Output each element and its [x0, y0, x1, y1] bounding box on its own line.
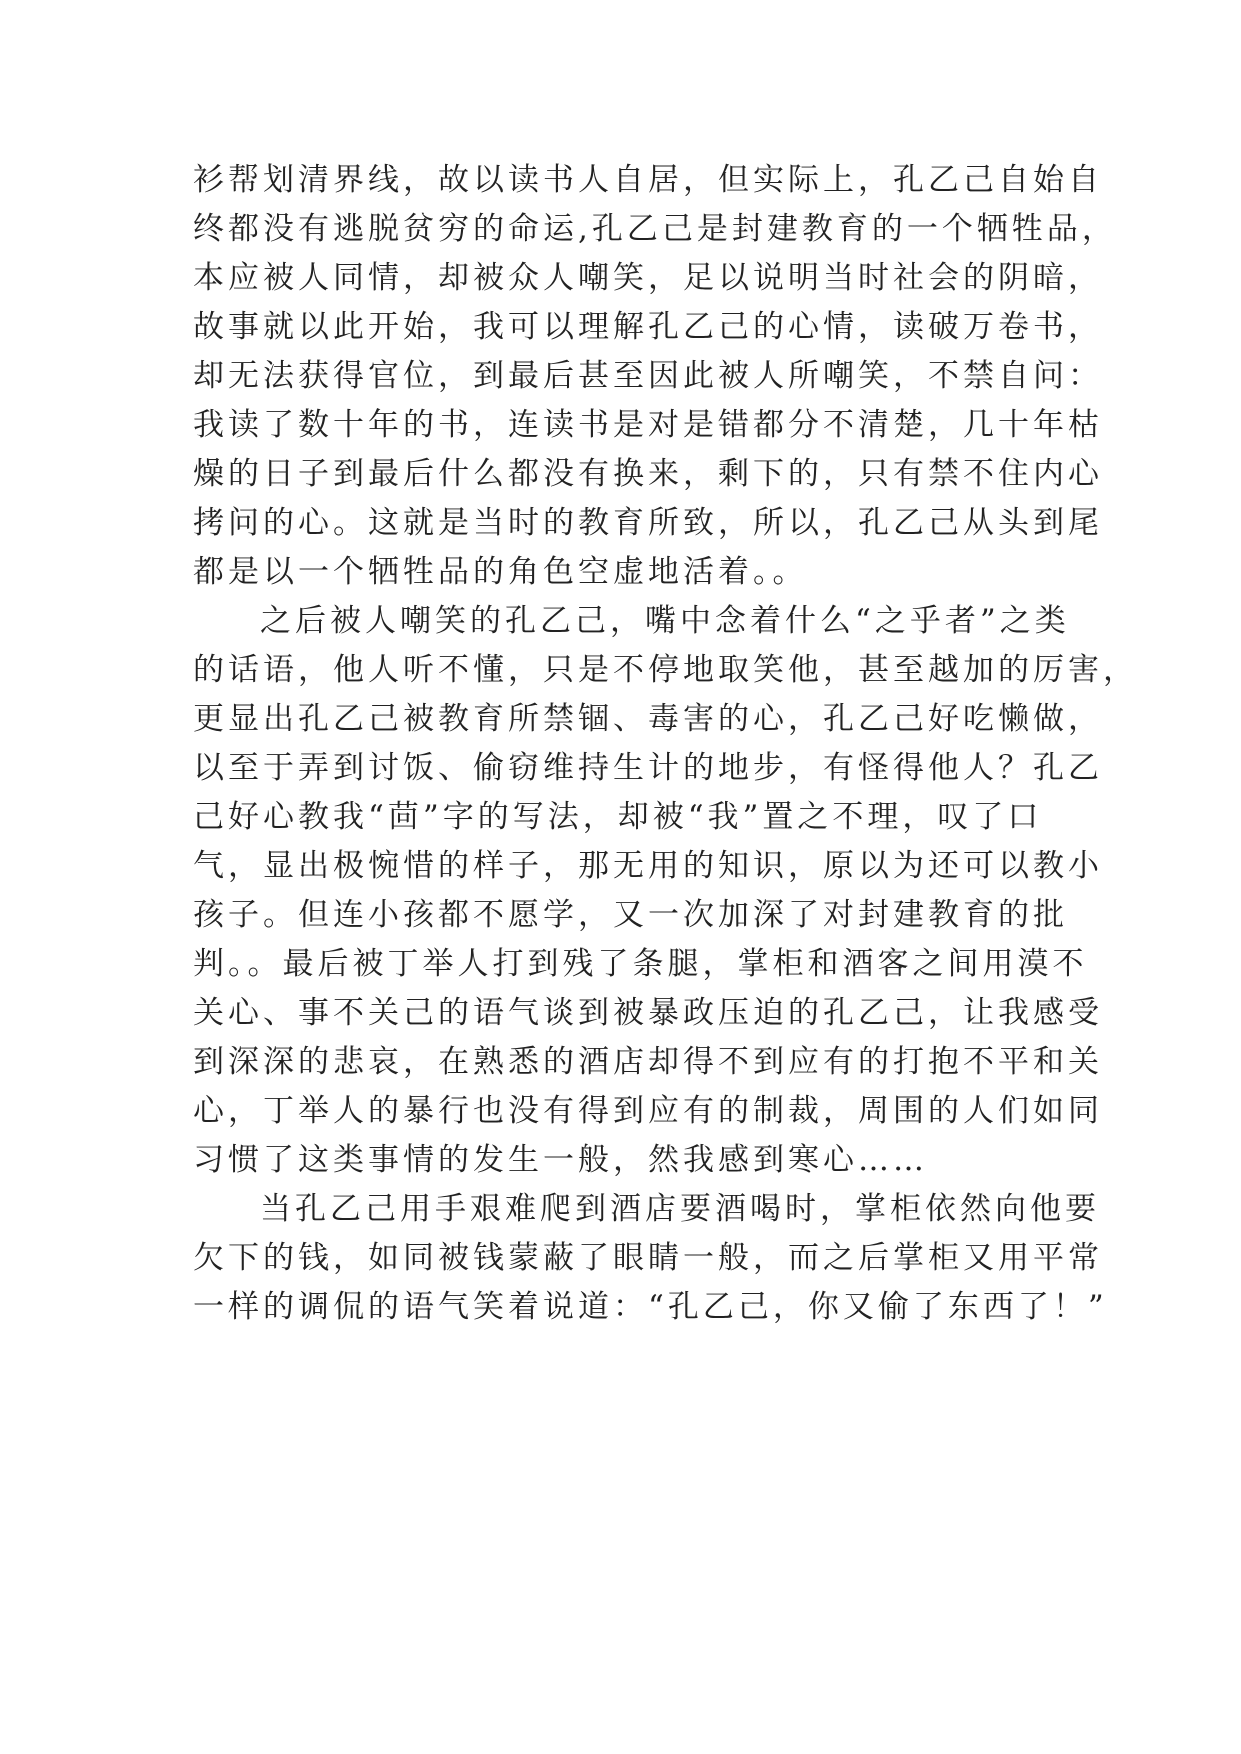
text-line: 的话语，他人听不懂，只是不停地取笑他，甚至越加的厉害，: [193, 652, 1138, 688]
text-line: 心，丁举人的暴行也没有得到应有的制裁，周围的人们如同: [193, 1093, 1103, 1129]
text-line: 故事就以此开始，我可以理解孔乙己的心情，读破万卷书，: [193, 309, 1103, 345]
text-line: 我读了数十年的书，连读书是对是错都分不清楚，几十年枯: [193, 407, 1103, 443]
text-line: 气，显出极惋惜的样子，那无用的知识，原以为还可以教小: [193, 848, 1103, 884]
text-line: 关心、事不关己的语气谈到被暴政压迫的孔乙己，让我感受: [193, 995, 1103, 1031]
paragraph-start-line: 之后被人嘲笑的孔乙己，嘴中念着什么“之乎者”之类: [260, 603, 1070, 639]
text-line: 拷问的心。这就是当时的教育所致，所以，孔乙己从头到尾: [193, 505, 1103, 541]
text-line: 都是以一个牺牲品的角色空虚地活着。。: [193, 554, 808, 590]
text-line: 判。。最后被丁举人打到残了条腿，掌柜和酒客之间用漠不: [193, 946, 1088, 982]
text-line: 习惯了这类事情的发生一般，然我感到寒心……: [193, 1142, 928, 1178]
body-text: [193, 156, 1138, 1332]
text-line: 衫帮划清界线，故以读书人自居，但实际上，孔乙己自始自: [193, 162, 1103, 198]
text-line: 更显出孔乙己被教育所禁锢、毒害的心，孔乙己好吃懒做，: [193, 701, 1103, 737]
text-line: 欠下的钱，如同被钱蒙蔽了眼睛一般，而之后掌柜又用平常: [193, 1240, 1103, 1276]
text-line: 孩子。但连小孩都不愿学，又一次加深了对封建教育的批: [193, 897, 1068, 933]
text-line: 一样的调侃的语气笑着说道：“孔乙己，你又偷了东西了！”: [193, 1289, 1108, 1325]
text-line: 燥的日子到最后什么都没有换来，剩下的，只有禁不住内心: [193, 456, 1103, 492]
text-line: 终都没有逃脱贫穷的命运,孔乙己是封建教育的一个牺牲品，: [193, 211, 1117, 247]
paragraph-start-line: 当孔乙己用手艰难爬到酒店要酒喝时，掌柜依然向他要: [260, 1191, 1100, 1227]
text-line: 己好心教我“茴”字的写法，却被“我”置之不理，叹了口: [193, 799, 1043, 835]
text-line: 却无法获得官位，到最后甚至因此被人所嘲笑，不禁自问：: [193, 358, 1103, 394]
text-line: 本应被人同情，却被众人嘲笑，足以说明当时社会的阴暗，: [193, 260, 1103, 296]
text-line: 到深深的悲哀，在熟悉的酒店却得不到应有的打抱不平和关: [193, 1044, 1103, 1080]
text-line: 以至于弄到讨饭、偷窃维持生计的地步，有怪得他人？孔乙: [193, 750, 1103, 786]
